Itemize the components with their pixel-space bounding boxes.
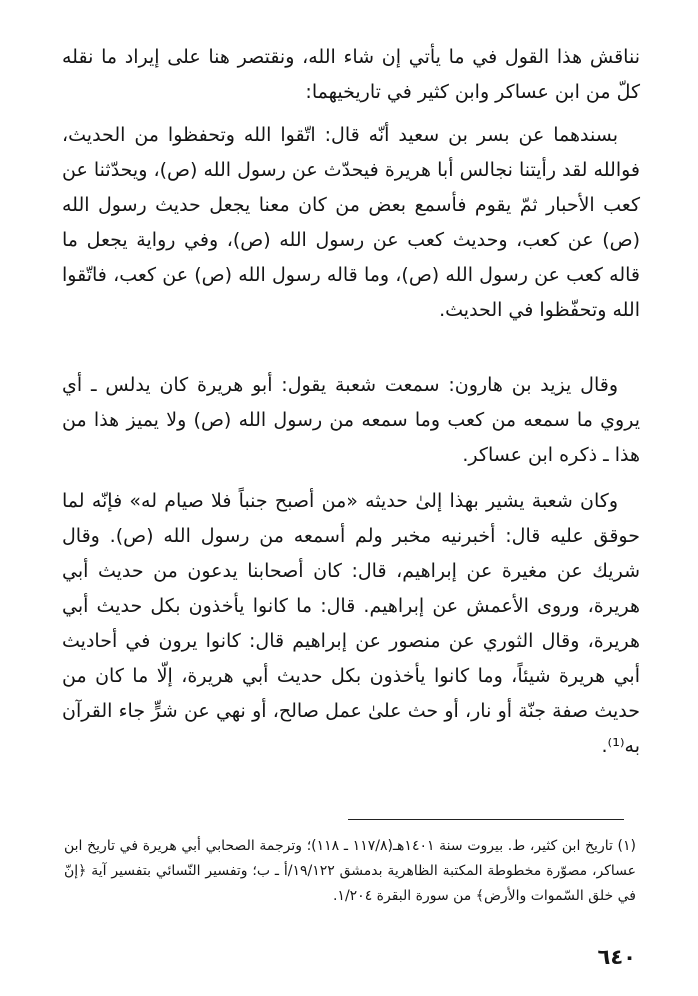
- footnote: (١) تاريخ ابن كثير، ط. بيروت سنة ١٤٠١هـ(١١٧/٨ ـ ١١٨)؛ وترجمة الصحابي أبي هريرة في تاريخ ابن عساكر، مصوّرة مخطوطة المكتبة الظاهرية بدمشق ١٩/١٢٢/أ ـ ب؛ وتفسير النّسائي بتفسير آية ﴿إنّ في خلق السّموات والأرض﴾ من سورة البقرة ١/٢٠٤.: [64, 838, 637, 904]
- body-paragraph-yazid: [62, 368, 640, 473]
- body-paragraph-shuba: [62, 484, 640, 764]
- footnote-divider: [348, 819, 624, 820]
- page-number: ٦٤٠: [597, 945, 636, 969]
- body-paragraph-intro: [62, 40, 640, 110]
- paragraph-3: وقال يزيد بن هارون: سمعت شعبة يقول: أبو هريرة كان يدلس ـ أي يروي ما سمعه من كعب وما سمعه من رسول الله (ص) ولا يميز هذا من هذا ـ ذكره ابن عساكر.: [62, 374, 640, 466]
- paragraph-2: بسندهما عن بسر بن سعيد أنّه قال: اتّقوا الله وتحفظوا من الحديث، فوالله لقد رأيتنا نجالس أبا هريرة فيحدّث عن رسول الله (ص)، ويحدّثنا عن كعب الأحبار ثمّ يقوم فأسمع بعض من كان معنا يجعل حديث رسول الله (ص) عن كعب، وحديث كعب عن رسول الله (ص)، وفي رواية يجعل ما قاله كعب عن رسول الله (ص)، وما قاله رسول الله (ص) عن كعب، فاتّقوا الله وتحفّظوا في الحديث.: [62, 124, 640, 321]
- body-paragraph-busr: [62, 118, 640, 328]
- paragraph-1: نناقش هذا القول في ما يأتي إن شاء الله، ونقتصر هنا على إيراد ما نقله كلّ من ابن عساكر وابن كثير في تاريخيهما:: [62, 46, 640, 103]
- paragraph-4: وكان شعبة يشير بهذا إلىٰ حديثه «من أصبح جنباً فلا صيام له» فإنّه لما حوقق عليه قال: أخبرنيه مخبر ولم أسمعه من رسول الله (ص). وقال شريك عن مغيرة عن إبراهيم، قال: كان أصحابنا يدعون من حديث أبي هريرة، وروى الأعمش عن إبراهيم. قال: ما كانوا يأخذون بكل حديث أبي هريرة، وقال الثوري عن منصور عن إبراهيم قال: كانوا يرون في أحاديث أبي هريرة شيئاً، وما كانوا يأخذون بكل حديث أبي هريرة، إلّا ما كان من حديث صفة جنّة أو نار، أو حث علىٰ عمل صالح، أو نهي عن شرٍّ جاء القرآن به⁽¹⁾.: [62, 490, 640, 757]
